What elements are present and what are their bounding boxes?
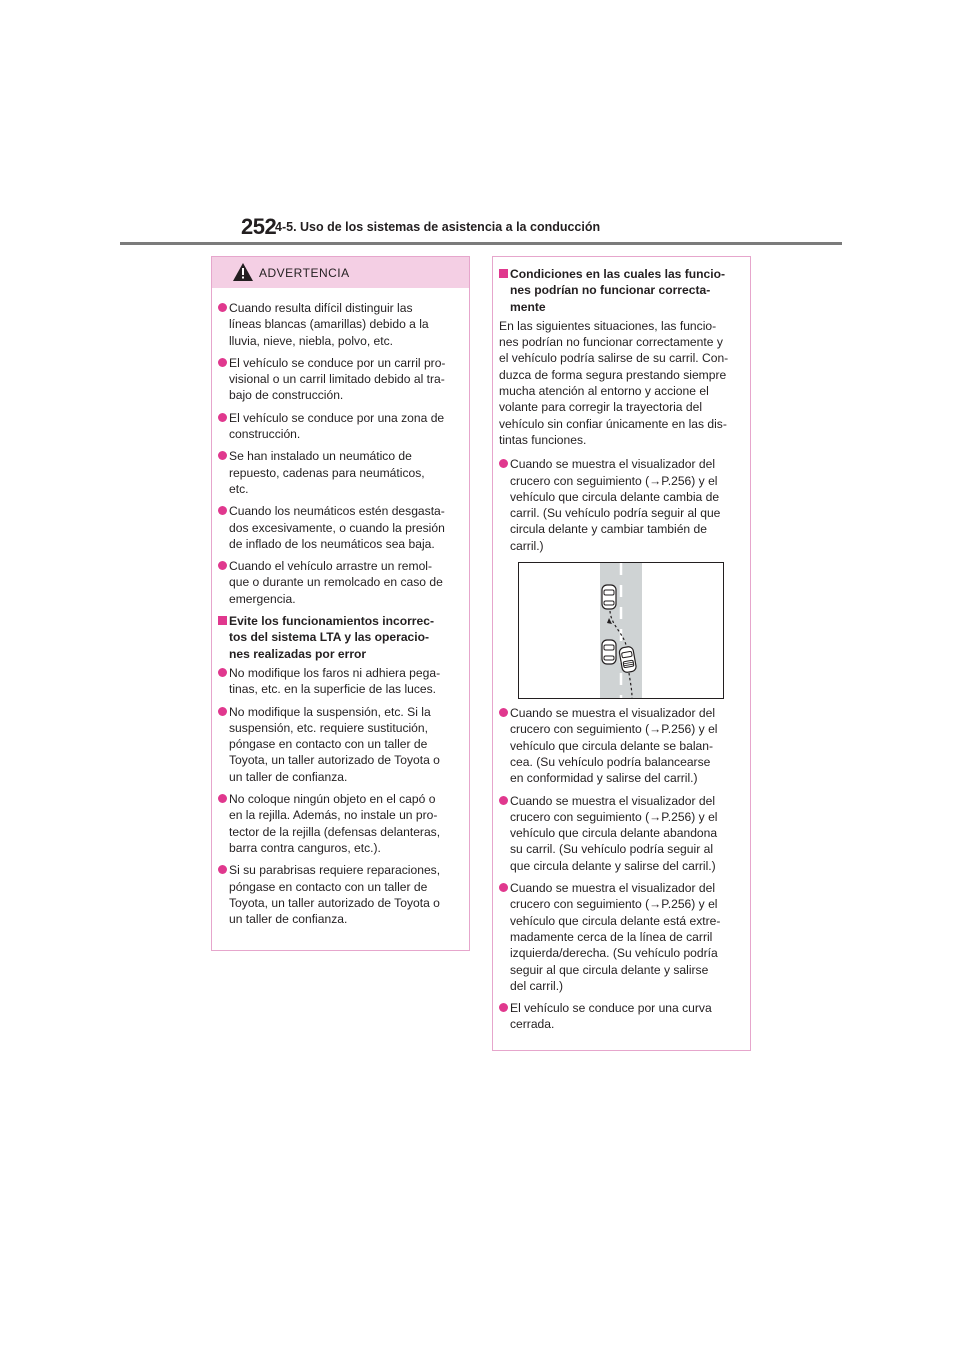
list-item: Se han instalado un neumático de repuesto, cadenas para neumáticos, etc. (218, 448, 461, 497)
list-item: Cuando se muestra el visualizador del crucero con seguimiento (→P.256) y el vehículo que circula delante cambia de carril. (Su vehículo podría seguir al que circula delante y cambiar también de carril.) (499, 456, 742, 554)
list-item: El vehículo se conduce por un carril pro- visional o un carril limitado debido al tra- bajo de construcción. (218, 355, 461, 404)
lead-car-icon (602, 585, 616, 609)
bullet-icon (499, 883, 508, 892)
warning-content (212, 288, 469, 927)
square-bullet-icon (218, 616, 227, 625)
warning-header (212, 257, 469, 288)
bullet-icon (218, 794, 227, 803)
bullet-icon (218, 561, 227, 570)
conditions-content (493, 257, 750, 1033)
square-bullet-icon (499, 269, 508, 278)
lead-car-icon (602, 640, 616, 664)
bullet-icon (499, 708, 508, 717)
bullet-icon (499, 459, 508, 468)
warning-box (211, 256, 470, 951)
warning-title: ADVERTENCIA (259, 266, 350, 280)
list-item: Si su parabrisas requiere reparaciones, póngase en contacto con un taller de Toyota, un taller autorizado de Toyota o un taller de confianza. (218, 862, 461, 927)
warning-triangle-icon (233, 263, 253, 281)
lane-change-diagram (518, 562, 724, 699)
bullet-icon (218, 451, 227, 460)
page-number: 252 (241, 214, 277, 239)
list-item: Cuando se muestra el visualizador del crucero con seguimiento (→P.256) y el vehículo que circula delante está extre- madamente cerca de la línea de carril izquierda/derecha. (Su vehículo podría seguir al que circula delante y salirse del carril.) (499, 880, 742, 994)
conditions-box (492, 256, 751, 1051)
bullet-icon (218, 865, 227, 874)
list-item: No modifique la suspensión, etc. Si la suspensión, etc. requiere sustitución, póngase en contacto con un taller de Toyota, un taller autorizado de Toyota o un taller de confianza. (218, 704, 461, 785)
list-item: El vehículo se conduce por una curva cerrada. (499, 1000, 742, 1033)
list-item: Cuando se muestra el visualizador del crucero con seguimiento (→P.256) y el vehículo que circula delante abandona su carril. (Su vehículo podría seguir al que circula delante y salirse del carril.) (499, 793, 742, 874)
list-item: No coloque ningún objeto en el capó o en la rejilla. Además, no instale un pro- tector de la rejilla (defensas delanteras, barra contra canguros, etc.). (218, 791, 461, 856)
subheading: Evite los funcionamientos incorrec- tos del sistema LTA y las operacio- nes realizadas por error (218, 613, 461, 662)
list-item: El vehículo se conduce por una zona de construcción. (218, 410, 461, 443)
intro-paragraph: En las siguientes situaciones, las funcio- nes podrían no funcionar correctamente y el vehículo podría salirse de su carril. Con- duzca de forma segura prestando siempre mucha atención al entorno y accione el volante para corregir la trayectoria del vehículo sin confiar únicamente en las dis- tintas funciones. (499, 318, 729, 447)
bullet-icon (218, 303, 227, 312)
list-item: Cuando el vehículo arrastre un remol- que o durante un remolcado en caso de emergencia. (218, 558, 461, 607)
bullet-icon (499, 796, 508, 805)
list-item: Cuando los neumáticos estén desgasta- dos excesivamente, o cuando la presión de inflado de los neumáticos sea baja. (218, 503, 461, 552)
list-item: No modifique los faros ni adhiera pega- tinas, etc. en la superficie de las luces. (218, 665, 461, 698)
bullet-icon (218, 707, 227, 716)
subheading: Condiciones en las cuales las funcio- nes podrían no funcionar correcta- mente (499, 266, 742, 315)
bullet-icon (218, 358, 227, 367)
section-title: 4-5. Uso de los sistemas de asistencia a la conducción (275, 220, 601, 234)
bullet-icon (218, 668, 227, 677)
lane-illustration (519, 563, 723, 698)
bullet-icon (218, 506, 227, 515)
header-rule (120, 242, 842, 245)
list-item: Cuando se muestra el visualizador del crucero con seguimiento (→P.256) y el vehículo que circula delante se balan- cea. (Su vehículo podría balancearse en conformidad y salirse del carril.) (499, 705, 742, 786)
bullet-icon (218, 413, 227, 422)
bullet-icon (499, 1003, 508, 1012)
list-item: Cuando resulta difícil distinguir las líneas blancas (amarillas) debido a la lluvia, nieve, niebla, polvo, etc. (218, 300, 461, 349)
